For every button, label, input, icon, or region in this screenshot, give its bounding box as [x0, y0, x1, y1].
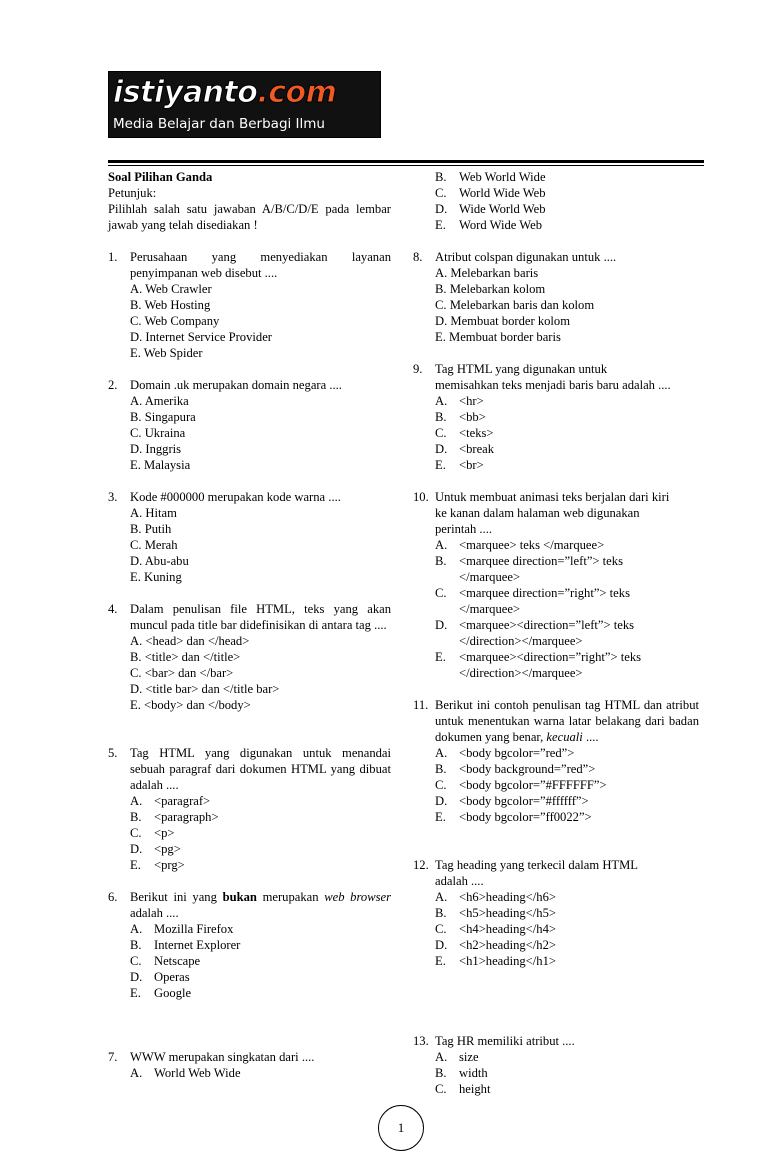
- option-d: D. Abu-abu: [130, 554, 189, 568]
- question-text: Berikut ini contoh penulisan tag HTML dan atribut untuk menentukan warna latar belakang dari badan dokumen yang benar, kecuali ....: [435, 698, 699, 744]
- option-e: E. <h1>heading</h1>: [435, 954, 556, 968]
- question-13: 13. Tag HR memiliki atribut .... A. size B. width C. height: [413, 1033, 699, 1097]
- option-d: D. Internet Service Provider: [130, 330, 272, 344]
- option-a: A. Web Crawler: [130, 282, 212, 296]
- instruction-text: Pilihlah salah satu jawaban A/B/C/D/E pada lembar jawab yang telah disediakan !: [108, 202, 391, 232]
- option-a: A. Melebarkan baris: [435, 266, 539, 280]
- question-text-line-2: ke kanan dalam halaman web digunakan: [435, 506, 640, 520]
- option-a: A. World Web Wide: [130, 1066, 241, 1080]
- option-a: A. Hitam: [130, 506, 177, 520]
- option-a: A. Mozilla Firefox: [130, 922, 234, 936]
- option-c: C. Netscape: [130, 954, 201, 968]
- option-b: B. Melebarkan kolom: [435, 282, 546, 296]
- option-d: D. Operas: [130, 970, 190, 984]
- option-d: D. <body bgcolor=”#ffffff”>: [435, 794, 589, 808]
- option-d: D. <marquee><direction=”left”> teks </direction></marquee>: [435, 618, 635, 648]
- option-c: C. <body bgcolor=”#FFFFFF”>: [435, 778, 607, 792]
- question-text-line-1: Untuk membuat animasi teks berjalan dari kiri: [435, 490, 670, 504]
- question-text-line-2: adalah ....: [435, 874, 484, 888]
- question-7: 7. WWW merupakan singkatan dari .... A. World Web Wide: [108, 1049, 391, 1081]
- question-7-continued: [413, 169, 699, 233]
- option-b: B. <body background=”red”>: [435, 762, 596, 776]
- question-4: 4. Dalam penulisan file HTML, teks yang akan muncul pada title bar didefinisikan di antara tag .... A. <head> dan </head> B. <title> dan </title> C. <bar> dan </bar> D. <title bar> dan </title bar> E. <body> dan </body>: [108, 602, 391, 712]
- question-text: Perusahaan yang menyediakan layanan penyimpanan web disebut ....: [130, 250, 391, 280]
- option-c: C. World Wide Web: [435, 186, 546, 200]
- question-text: Tag HTML yang digunakan untuk menandai sebuah paragraf dari dokumen HTML yang dibuat adalah ....: [130, 746, 391, 792]
- question-text-line-1: Tag HTML yang digunakan untuk: [435, 362, 608, 376]
- option-b: B. <title> dan </title>: [130, 650, 241, 664]
- question-5: 5. Tag HTML yang digunakan untuk menandai sebuah paragraf dari dokumen HTML yang dibuat adalah .... A. <paragraf> B. <paragraph> C. <p> D. <pg> E. <prg>: [108, 746, 391, 872]
- logo-wordmark: istiyanto.com: [113, 75, 337, 110]
- option-b: B. Internet Explorer: [130, 938, 241, 952]
- option-a: A. <h6>heading</h6>: [435, 890, 556, 904]
- option-d: D. Inggris: [130, 442, 182, 456]
- option-b: B. <bb>: [435, 410, 486, 424]
- site-logo: [108, 71, 381, 138]
- question-text: Kode #000000 merupakan kode warna ....: [130, 490, 341, 504]
- option-a: A. <head> dan </head>: [130, 634, 250, 648]
- question-8: 8. Atribut colspan digunakan untuk .... A. Melebarkan baris B. Melebarkan kolom C. Melebarkan baris dan kolom D. Membuat border kolom E. Membuat border baris: [413, 249, 699, 345]
- question-text: Tag HR memiliki atribut ....: [435, 1034, 575, 1048]
- option-e: E. Word Wide Web: [435, 218, 543, 232]
- option-e: E. <marquee><direction=”right”> teks </direction></marquee>: [435, 650, 642, 680]
- question-text: Dalam penulisan file HTML, teks yang akan muncul pada title bar didefinisikan di antara tag ....: [130, 602, 391, 632]
- header-rule-thin: [108, 165, 704, 166]
- option-b: B. Putih: [130, 522, 172, 536]
- option-e: E. <br>: [435, 458, 484, 472]
- option-c: C. Merah: [130, 538, 178, 552]
- question-text-line-3: perintah ....: [435, 522, 493, 536]
- option-e: E. Kuning: [130, 570, 182, 584]
- option-e: E. <prg>: [130, 858, 185, 872]
- instruction-label: Petunjuk:: [108, 186, 157, 200]
- option-b: B. width: [435, 1066, 488, 1080]
- option-d: D. <title bar> dan </title bar>: [130, 682, 280, 696]
- question-3: 3. Kode #000000 merupakan kode warna .... A. Hitam B. Putih C. Merah D. Abu-abu E. Kuning: [108, 489, 391, 585]
- option-a: A. Amerika: [130, 394, 189, 408]
- question-9: 9. Tag HTML yang digunakan untuk memisahkan teks menjadi baris baru adalah .... A. <hr> B. <bb> C. <teks> D. <break E. <br>: [413, 361, 699, 473]
- option-d: D. Membuat border kolom: [435, 314, 571, 328]
- option-c: C. Ukraina: [130, 426, 186, 440]
- question-12: 12. Tag heading yang terkecil dalam HTML adalah .... A. <h6>heading</h6> B. <h5>heading</h5> C. <h4>heading</h4> D. <h2>heading</h2> E. <h1>heading</h1>: [413, 857, 699, 969]
- option-b: B. Web World Wide: [435, 170, 546, 184]
- option-d: D. <break: [435, 442, 495, 456]
- option-e: E. Membuat border baris: [435, 330, 561, 344]
- page-number: 1: [378, 1105, 424, 1151]
- option-e: E. Google: [130, 986, 192, 1000]
- question-1: 1. Perusahaan yang menyediakan layanan penyimpanan web disebut .... A. Web Crawler B. Web Hosting C. Web Company D. Internet Service Provider E. Web Spider: [108, 250, 391, 360]
- option-e: E. <body bgcolor=”ff0022”>: [435, 810, 592, 824]
- question-text: Domain .uk merupakan domain negara ....: [130, 378, 342, 392]
- option-c: C. <teks>: [435, 426, 494, 440]
- question-6: 6. Berikut ini yang bukan merupakan web browser adalah .... A. Mozilla Firefox B. Internet Explorer C. Netscape D. Operas E. Google: [108, 890, 391, 1000]
- option-c: C. <h4>heading</h4>: [435, 922, 556, 936]
- question-text-line-1: Tag heading yang terkecil dalam HTML: [435, 858, 638, 872]
- question-text: Atribut colspan digunakan untuk ....: [435, 250, 617, 264]
- option-c: C. height: [435, 1082, 491, 1096]
- option-a: A. size: [435, 1050, 479, 1064]
- question-11: 11. Berikut ini contoh penulisan tag HTML dan atribut untuk menentukan warna latar belakang dari badan dokumen yang benar, kecuali .... A. <body bgcolor=”red”> B. <body background=”red”> C. <body bgcolor=”#FFFFFF”> D. <body bgcolor=”#ffffff”> E. <body bgcolor=”ff0022”>: [413, 698, 699, 824]
- option-c: C. Melebarkan baris dan kolom: [435, 298, 595, 312]
- question-2: 2. Domain .uk merupakan domain negara .... A. Amerika B. Singapura C. Ukraina D. Inggris E. Malaysia: [108, 377, 391, 473]
- question-text: WWW merupakan singkatan dari ....: [130, 1050, 315, 1064]
- option-c: C. <bar> dan </bar>: [130, 666, 234, 680]
- option-b: B. Singapura: [130, 410, 196, 424]
- option-e: E. Malaysia: [130, 458, 191, 472]
- question-text: Berikut ini yang bukan merupakan web browser adalah ....: [130, 890, 391, 920]
- option-d: D. <pg>: [130, 842, 181, 856]
- option-a: A. <hr>: [435, 394, 484, 408]
- question-text-line-2: memisahkan teks menjadi baris baru adalah ....: [435, 378, 671, 392]
- option-d: D. <h2>heading</h2>: [435, 938, 556, 952]
- option-d: D. Wide World Web: [435, 202, 546, 216]
- option-b: B. <h5>heading</h5>: [435, 906, 556, 920]
- option-c: C. <marquee direction=”right”> teks </marquee>: [435, 586, 630, 616]
- option-c: C. Web Company: [130, 314, 220, 328]
- header-rule-thick: [108, 160, 704, 163]
- question-10: 10. Untuk membuat animasi teks berjalan dari kiri ke kanan dalam halaman web digunakan perintah .... A. <marquee> teks </marquee> B. <marquee direction=”left”> teks </marquee> C. <marquee direction=”right”> teks </marquee> D. <marquee><direction=”left”> teks </direction></marquee> E. <marquee><direction=”right”> teks </direction></marquee>: [413, 489, 699, 681]
- option-c: C. <p>: [130, 826, 175, 840]
- option-b: B. <paragraph>: [130, 810, 219, 824]
- right-column: [413, 169, 699, 1097]
- option-b: B. <marquee direction=”left”> teks </marquee>: [435, 554, 623, 584]
- logo-tagline: Media Belajar dan Berbagi Ilmu: [113, 116, 325, 132]
- option-e: E. <body> dan </body>: [130, 698, 251, 712]
- option-b: B. Web Hosting: [130, 298, 211, 312]
- option-e: E. Web Spider: [130, 346, 203, 360]
- option-a: A. <paragraf>: [130, 794, 211, 808]
- option-a: A. <body bgcolor=”red”>: [435, 746, 575, 760]
- page-title: Soal Pilihan Ganda: [108, 170, 213, 184]
- option-a: A. <marquee> teks </marquee>: [435, 538, 605, 552]
- left-column: [108, 169, 391, 1081]
